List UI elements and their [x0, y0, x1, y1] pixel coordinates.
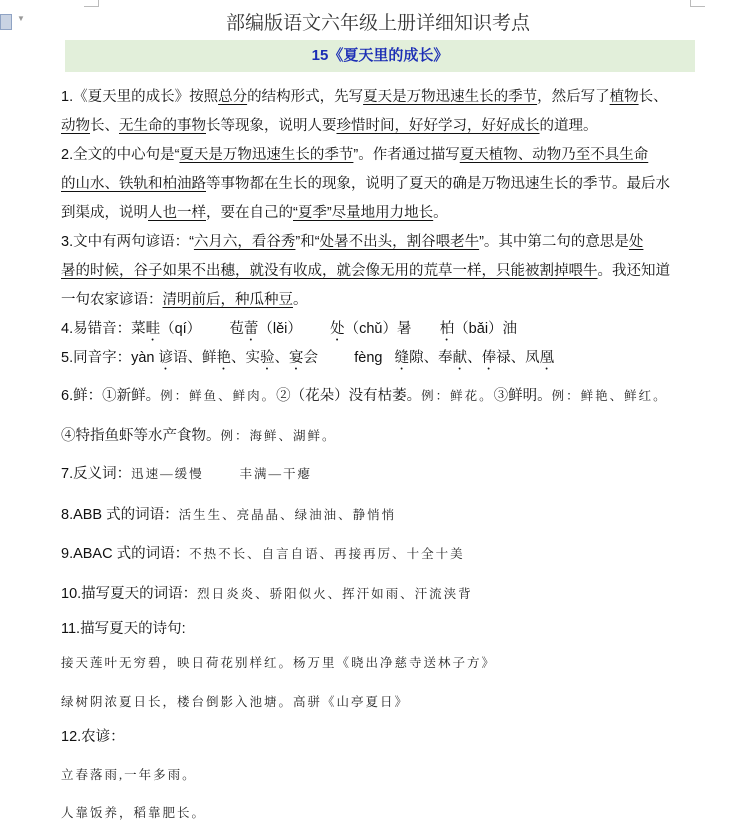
underlined-key-text: 人也一样	[148, 205, 206, 221]
text-segment: 、实	[231, 350, 260, 366]
text-segment: 的结构形式，先写	[247, 89, 364, 105]
example-text: 例：鲜花。	[421, 389, 494, 403]
text-segment: ②（花朵）没有枯萎。	[276, 388, 422, 404]
example-text: 接天莲叶无穷碧，映日荷花别样红。杨万里《晓出净慈寺送林子方》	[61, 656, 497, 670]
underlined-key-text: 无生命的事物	[119, 118, 206, 134]
example-text: 立春落雨,一年多雨。	[61, 768, 197, 782]
text-segment: （qí） 苞	[160, 321, 244, 337]
document-line	[61, 585, 473, 603]
emphasized-character: 凰	[539, 350, 555, 366]
text-segment: ③鲜明。	[493, 388, 552, 404]
lesson-title-banner: 15《夏天里的成长》	[65, 40, 695, 72]
document-line	[61, 804, 206, 822]
emphasized-character: 蕾	[243, 321, 259, 337]
example-text: 例：海鲜、湖鲜。	[220, 429, 337, 443]
emphasized-character: 验	[260, 350, 275, 366]
document-line	[61, 620, 186, 638]
underlined-key-text: 处	[628, 234, 644, 250]
text-segment: ，然后写了	[537, 89, 610, 105]
text-segment: ”。作者通过描写	[353, 147, 460, 163]
document-line	[61, 349, 554, 373]
text-segment: 9.ABAC 式的词语：	[61, 546, 190, 562]
document-line	[61, 233, 643, 251]
text-segment: 7.反义词：	[61, 466, 132, 482]
text-segment: 8.ABB 式的词语：	[61, 507, 179, 523]
text-segment: 11.描写夏天的诗句:	[61, 621, 186, 637]
text-segment: ”。其中第二句的意思是	[479, 234, 629, 250]
text-segment: 1.《夏天里的成长》按照	[61, 89, 219, 105]
example-text: 不热不长、自言自语、再接再厉、十全十美	[189, 547, 465, 561]
text-segment: 4.易错音：菜	[61, 321, 146, 337]
document-line	[61, 146, 648, 164]
text-segment: 长等现象，说明人要	[206, 118, 337, 134]
emphasized-character: 畦	[145, 321, 161, 337]
text-segment: （chǔ）暑	[344, 321, 440, 337]
document-line	[61, 387, 668, 405]
document-line	[61, 693, 409, 711]
text-segment: （lěi）	[258, 321, 331, 337]
document-line	[61, 262, 670, 280]
document-line	[61, 204, 448, 222]
text-segment: 隙、奉	[409, 350, 453, 366]
example-text: 例：鲜鱼、鲜肉。	[160, 389, 277, 403]
document-line	[61, 506, 396, 524]
underlined-key-text: 夏天是万物迅速生长的季节	[179, 147, 354, 163]
example-text: 绿树阴浓夏日长，楼台倒影入池塘。高骈《山亭夏日》	[61, 695, 410, 709]
text-segment: ”和“	[295, 234, 320, 250]
underlined-key-text: 动物	[61, 118, 90, 134]
text-segment: 语、鲜	[173, 350, 217, 366]
document-line	[61, 654, 496, 672]
emphasized-character: 宴	[289, 350, 304, 366]
underlined-key-text: 珍惜时间，好好学习，好好成长	[336, 118, 540, 134]
text-segment: 6.鲜：①新鲜。	[61, 388, 161, 404]
text-segment: 10.描写夏天的词语：	[61, 586, 198, 602]
example-text: 例：鲜艳、鲜红。	[551, 389, 668, 403]
document-line	[61, 291, 308, 309]
text-segment: 禄、凤	[496, 350, 540, 366]
underlined-key-text: 的山水、铁轨和柏油路	[61, 176, 206, 192]
dropdown-arrow-icon[interactable]: ▼	[17, 14, 25, 23]
example-text: 活生生、亮晶晶、绿油油、静悄悄	[178, 508, 397, 522]
document-line	[61, 175, 670, 193]
emphasized-character: 谚	[158, 350, 173, 366]
margin-corner-mark	[84, 0, 99, 7]
document-line	[61, 427, 337, 445]
document-line	[61, 465, 312, 483]
emphasized-character: 艳	[216, 350, 231, 366]
underlined-key-text: 夏天植物、动物乃至不具生命	[459, 147, 649, 163]
text-segment: 。我还知道	[597, 263, 670, 279]
emphasized-character: 处	[330, 321, 345, 337]
text-segment: 12.农谚：	[61, 729, 125, 745]
underlined-key-text: 植物	[609, 89, 639, 105]
text-segment: 。	[293, 292, 308, 308]
text-segment: ④特指鱼虾等水产食物。	[61, 428, 221, 444]
emphasized-character: 俸	[481, 350, 497, 366]
text-segment: 3.文中有两句谚语：“	[61, 234, 194, 250]
margin-corner-mark	[690, 0, 705, 7]
page-header-title: 部编版语文六年级上册详细知识考点	[225, 13, 530, 34]
underlined-key-text: 六月六，看谷秀	[193, 234, 296, 250]
document-line	[61, 88, 668, 106]
text-segment: 。	[433, 205, 448, 221]
underlined-key-text: 总分	[218, 89, 248, 105]
text-segment: 5.同音字：yàn	[61, 350, 159, 366]
document-line	[61, 320, 517, 344]
example-text: 迅速—缓慢 丰满—干瘪	[131, 467, 312, 481]
underlined-key-text: 夏天是万物迅速生长的季节	[363, 89, 538, 105]
text-segment: ，要在自己的	[206, 205, 293, 221]
underlined-key-text: 处暑不出头，割谷喂老牛	[319, 234, 480, 250]
document-line	[61, 766, 197, 784]
document-line	[61, 545, 465, 563]
text-segment: 的道理。	[539, 118, 598, 134]
text-segment: 等事物都在生长的现象，说明了夏天的确是万物迅速生长的季节。最后水	[206, 176, 670, 192]
text-segment: （bǎi）油	[454, 321, 518, 337]
text-segment: 2.全文的中心句是“	[61, 147, 180, 163]
text-segment: 、	[274, 350, 289, 366]
text-segment: 一句农家谚语：	[61, 292, 163, 308]
text-segment: 到渠成，说明	[61, 205, 148, 221]
text-segment: 、	[467, 350, 482, 366]
text-segment: 会 fèng	[303, 350, 395, 366]
text-segment: 长、	[90, 118, 119, 134]
emphasized-character: 缝	[394, 350, 410, 366]
underlined-key-text: 清明前后，种瓜种豆	[162, 292, 293, 308]
document-line	[61, 117, 598, 135]
document-line	[61, 728, 125, 746]
emphasized-character: 献	[452, 350, 468, 366]
example-text: 人靠饭养，稻靠肥长。	[61, 806, 207, 820]
text-segment: 长、	[638, 89, 668, 105]
emphasized-character: 柏	[439, 321, 455, 337]
underlined-key-text: 暑的时候，谷子如果不出穗，就没有收成，就会像无用的荒草一样，只能被割掉喂牛	[61, 263, 598, 279]
example-text: 烈日炎炎、骄阳似火、挥汗如雨、汗流浃背	[197, 587, 473, 601]
underlined-key-text: “夏季”尽量地用力地长	[293, 205, 434, 221]
